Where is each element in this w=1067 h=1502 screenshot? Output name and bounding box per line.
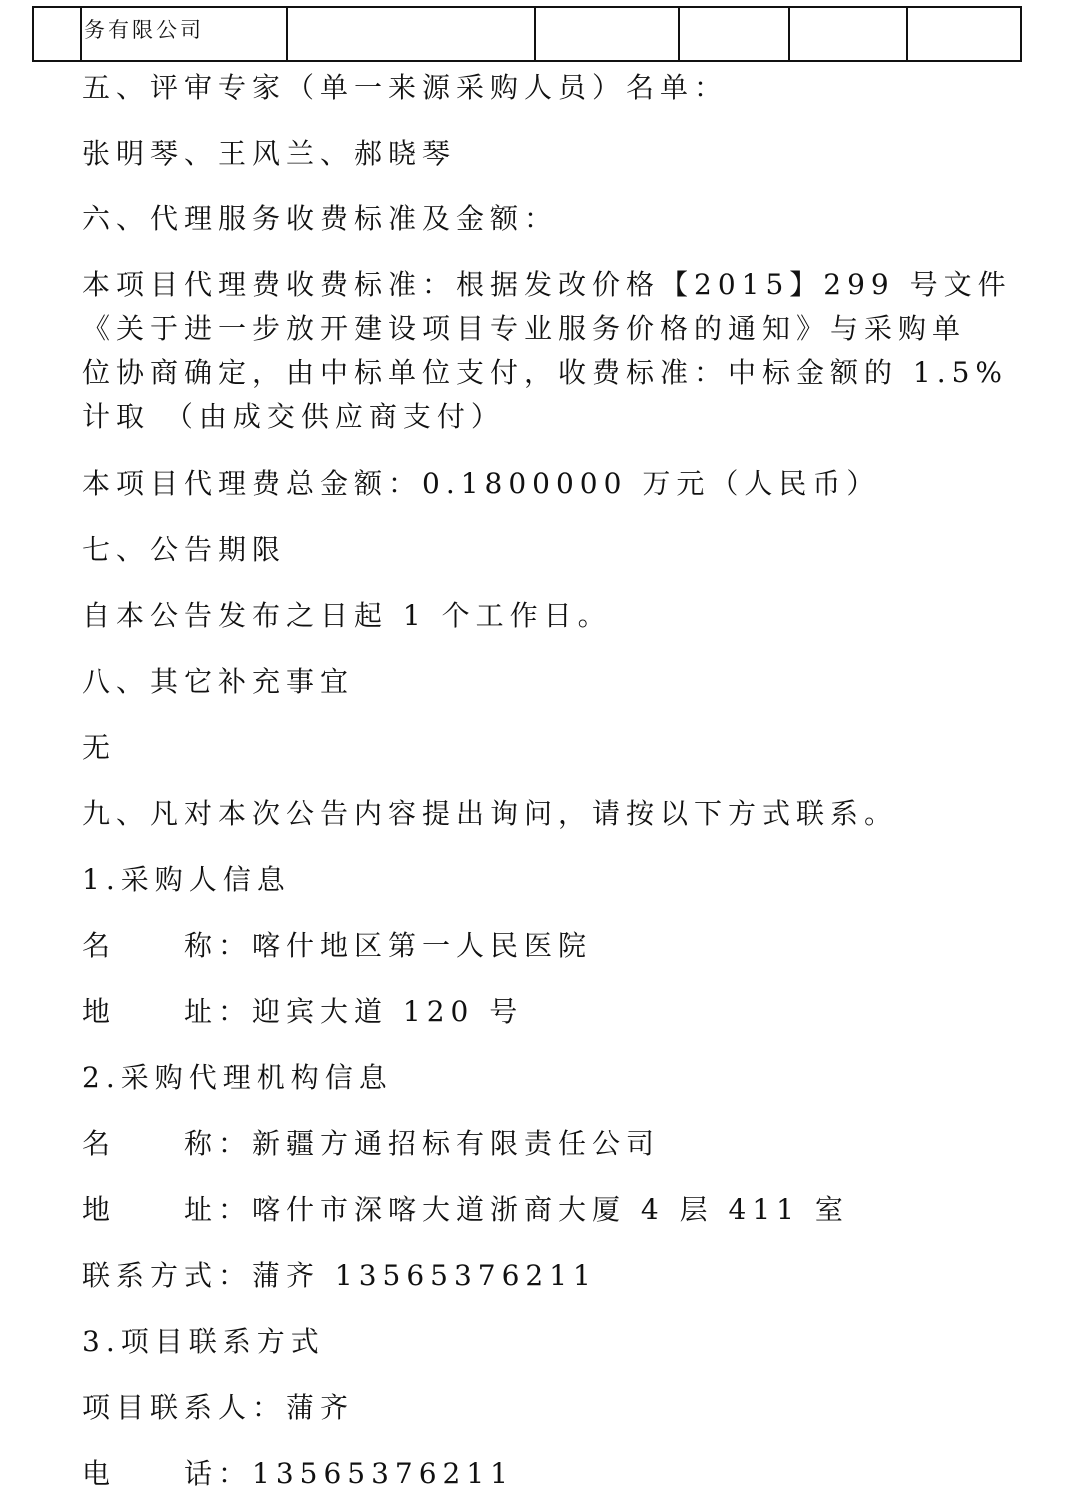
- fee-standard-line-4: 计取 （由成交供应商支付）: [82, 400, 505, 433]
- purchaser-address-label: 地 址：: [82, 995, 253, 1028]
- phone-value: 13565376211: [252, 1457, 514, 1490]
- table-cell-text: 务有限公司: [84, 18, 204, 42]
- table-cell: [535, 7, 679, 61]
- agency-address: [82, 1193, 849, 1226]
- purchaser-name-label: 名 称：: [82, 929, 253, 962]
- agency-address-label: 地 址：: [82, 1193, 253, 1226]
- purchaser-name-value: 喀什地区第一人民医院: [252, 929, 593, 962]
- agency-contact: 联系方式：蒲齐 13565376211: [82, 1259, 597, 1292]
- table-cell: [789, 7, 907, 61]
- purchaser-info-heading: 1.采购人信息: [82, 863, 291, 896]
- section-7-heading: 七、公告期限: [82, 533, 287, 566]
- project-contact-person: 项目联系人：蒲齐: [82, 1391, 355, 1424]
- agency-address-value: 喀什市深喀大道浙商大厦 4 层 411 室: [252, 1193, 849, 1226]
- expert-names: 张明琴、王风兰、郝晓琴: [82, 137, 457, 170]
- purchaser-address-value: 迎宾大道 120 号: [252, 995, 524, 1028]
- section-8-heading: 八、其它补充事宜: [82, 665, 355, 698]
- agency-name-value: 新疆方通招标有限责任公司: [252, 1127, 661, 1160]
- section-5-heading: 五、评审专家（单一来源采购人员）名单：: [82, 71, 729, 104]
- table-row: [33, 7, 1021, 61]
- fee-total: 本项目代理费总金额：0.1800000 万元（人民币）: [82, 467, 881, 500]
- agency-name: [82, 1127, 661, 1160]
- fee-standard-line-1: 本项目代理费收费标准：根据发改价格【2015】299 号文件: [82, 268, 1012, 301]
- table-cell: [287, 7, 535, 61]
- purchaser-name: [82, 929, 593, 962]
- section-6-heading: 六、代理服务收费标准及金额：: [82, 202, 559, 235]
- supplier-table-fragment: [32, 6, 1022, 62]
- project-contact-phone: [82, 1457, 514, 1490]
- agency-name-label: 名 称：: [82, 1127, 253, 1160]
- phone-label: 电 话：: [82, 1457, 253, 1490]
- table-cell: [33, 7, 81, 61]
- project-contact-heading: 3.项目联系方式: [82, 1325, 325, 1358]
- fee-standard-line-2: 《关于进一步放开建设项目专业服务价格的通知》与采购单: [82, 312, 967, 345]
- section-9-heading: 九、凡对本次公告内容提出询问，请按以下方式联系。: [82, 797, 899, 830]
- other-matters: 无: [82, 731, 117, 764]
- table-cell: [907, 7, 1021, 61]
- agency-info-heading: 2.采购代理机构信息: [82, 1061, 393, 1094]
- table-cell: [81, 7, 287, 61]
- fee-standard-line-3: 位协商确定，由中标单位支付，收费标准：中标金额的 1.5%: [82, 356, 1009, 389]
- announcement-period: 自本公告发布之日起 1 个工作日。: [82, 599, 612, 632]
- purchaser-address: [82, 995, 524, 1028]
- table-cell: [679, 7, 789, 61]
